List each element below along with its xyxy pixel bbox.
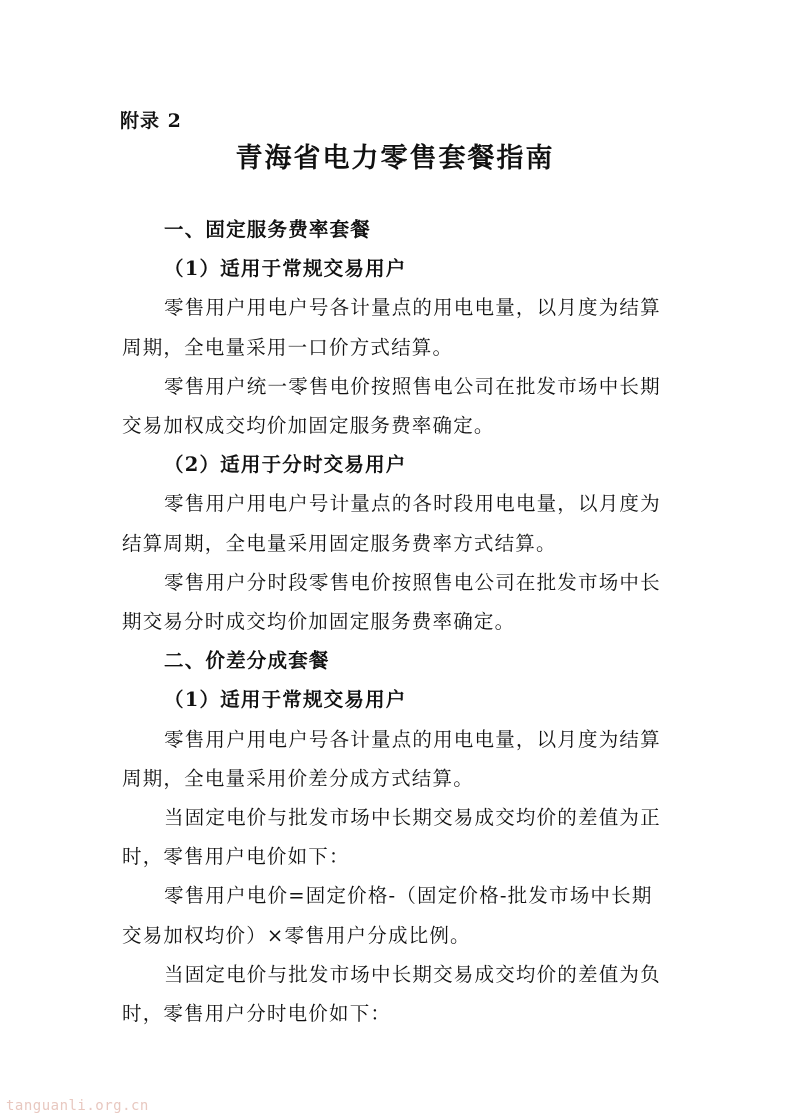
- subsection-heading-time-of-use: （2）适用于分时交易用户: [164, 453, 407, 477]
- formula-line: 交易加权均价）×零售用户分成比例。: [122, 923, 471, 947]
- site-watermark: tanguanli.org.cn: [6, 1098, 149, 1114]
- document-body: [122, 210, 674, 1033]
- paragraph-line: 当固定电价与批发市场中长期交易成交均价的差值为负: [164, 962, 661, 986]
- paragraph-line: 交易加权成交均价加固定服务费率确定。: [122, 414, 495, 438]
- section-heading-price-spread: 二、价差分成套餐: [164, 649, 330, 673]
- paragraph-line: 时，零售用户分时电价如下：: [122, 1002, 392, 1026]
- paragraph-line: 周期，全电量采用价差分成方式结算。: [122, 766, 474, 790]
- paragraph-line: 周期，全电量采用一口价方式结算。: [122, 335, 454, 359]
- paragraph-line: 结算周期，全电量采用固定服务费率方式结算。: [122, 531, 557, 555]
- formula-line: 零售用户电价=固定价格-（固定价格-批发市场中长期: [164, 884, 653, 908]
- paragraph-line: 当固定电价与批发市场中长期交易成交均价的差值为正: [164, 806, 661, 830]
- paragraph-line: 期交易分时成交均价加固定服务费率确定。: [122, 610, 516, 634]
- paragraph-line: 零售用户用电户号各计量点的用电电量，以月度为结算: [164, 296, 661, 320]
- paragraph-line: 零售用户用电户号各计量点的用电电量，以月度为结算: [164, 727, 661, 751]
- subsection-heading-regular: （1）适用于常规交易用户: [164, 257, 407, 281]
- subsection-heading-regular: （1）适用于常规交易用户: [164, 688, 407, 712]
- paragraph-line: 时，零售用户电价如下：: [122, 845, 350, 869]
- section-heading-fixed-rate: 一、固定服务费率套餐: [164, 218, 372, 241]
- paragraph-line: 零售用户分时段零售电价按照售电公司在批发市场中长: [164, 570, 661, 594]
- appendix-label: 附录 2: [120, 110, 182, 132]
- paragraph-line: 零售用户用电户号计量点的各时段用电电量，以月度为: [164, 492, 661, 516]
- document-title: 青海省电力零售套餐指南: [235, 143, 555, 174]
- paragraph-line: 零售用户统一零售电价按照售电公司在批发市场中长期: [164, 374, 661, 398]
